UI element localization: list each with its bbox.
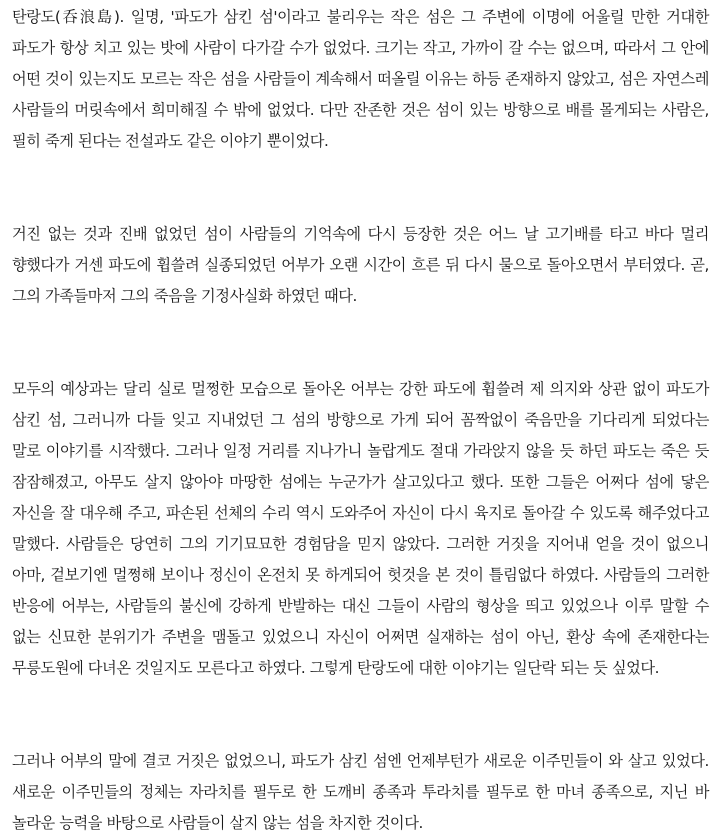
paragraph-return: 거진 없는 것과 진배 없었던 섬이 사람들의 기억속에 다시 등장한 것은 어느 날 고기배를 타고 바다 멀리 향했다가 거센 파도에 휩쓸려 실종되었던 어부가 오랜 시간이 흐른 뒤 다시 물으로 돌아오면서 부터였다. 곧, 그의 가족들마저 그의 죽음을 기정사실화 하였던 때다.: [12, 225, 709, 305]
paragraph-gap: [12, 312, 709, 374]
paragraph-fisherman-story: 모두의 예상과는 달리 실로 멀쩡한 모습으로 돌아온 어부는 강한 파도에 휩쓸려 제 의지와 상관 없이 파도가 삼킨 섬, 그러니까 다들 잊고 지내었던 그 섬의 방향으로 가게 되어 꼼짝없이 죽음만을 기다리게 되었다는 말로 이야기를 시작했다. 그러나 일정 거리를 지나가니 놀랍게도 절대 가라앉지 않을 듯 하던 파도는 죽은 듯 잠잠해졌고, 아무도 살지 않아야 마땅한 섬에는 누군가가 살고있다고 했다. 또한 그들은 어쩌다 섬에 닿은 자신을 잘 대우해 주고, 파손된 선체의 수리 역시 도와주어 자신이 다시 육지로 돌아갈 수 있도록 해주었다고 말했다. 사람들은 당연히 그의 기기묘묘한 경험담을 믿지 않았다. 그러한 거짓을 지어내 얻을 것이 없으니 아마, 겉보기엔 멀쩡해 보이나 정신이 온전치 못 하게되어 헛것을 본 것이 틀림없다 하였다. 사람들의 그러한 반응에 어부는, 사람들의 불신에 강하게 반발하는 대신 그들이 사람의 형상을 띄고 있었으나 이루 말할 수 없는 신묘한 분위기가 주변을 맴돌고 있었으니 자신이 어쩌면 실재하는 섬이 아닌, 환상 속에 존재한다는 무릉도원에 다녀온 것일지도 모른다고 하였다. 그렇게 탄랑도에 대한 이야기는 일단락 되는 듯 싶었다.: [12, 380, 709, 677]
paragraph-intro: 탄랑도(呑浪島). 일명, '파도가 삼킨 섬'이라고 불리우는 작은 섬은 그 주변에 이명에 어울릴 만한 거대한 파도가 항상 치고 있는 밧에 사람이 다가갈 수가 없었다. 크기는 작고, 가까이 갈 수는 없으며, 따라서 그 안에 어떤 것이 있는지도 모르는 작은 섬을 사람들이 계속해서 떠올릴 이유는 하등 존재하지 않았고, 섬은 자연스레 사람들의 머릿속에서 희미해질 수 밖에 없었다. 다만 잔존한 것은 섬이 있는 방향으로 배를 몰게되는 사람은, 필히 죽게 된다는 전설과도 같은 이야기 뿐이었다.: [12, 8, 709, 150]
paragraph-gap: [12, 684, 709, 746]
paragraph-gap: [12, 157, 709, 219]
paragraph-settlers: 그러나 어부의 말에 결코 거짓은 없었으니, 파도가 삼킨 섬엔 언제부턴가 새로운 이주민들이 와 살고 있었다. 새로운 이주민들의 정체는 자라치를 필두로 한 도깨비 종족과 투라치를 필두로 한 마녀 종족으로, 지닌 바 놀라운 능력을 바탕으로 사람들이 살지 않는 섬을 차지한 것이다.: [12, 752, 709, 832]
